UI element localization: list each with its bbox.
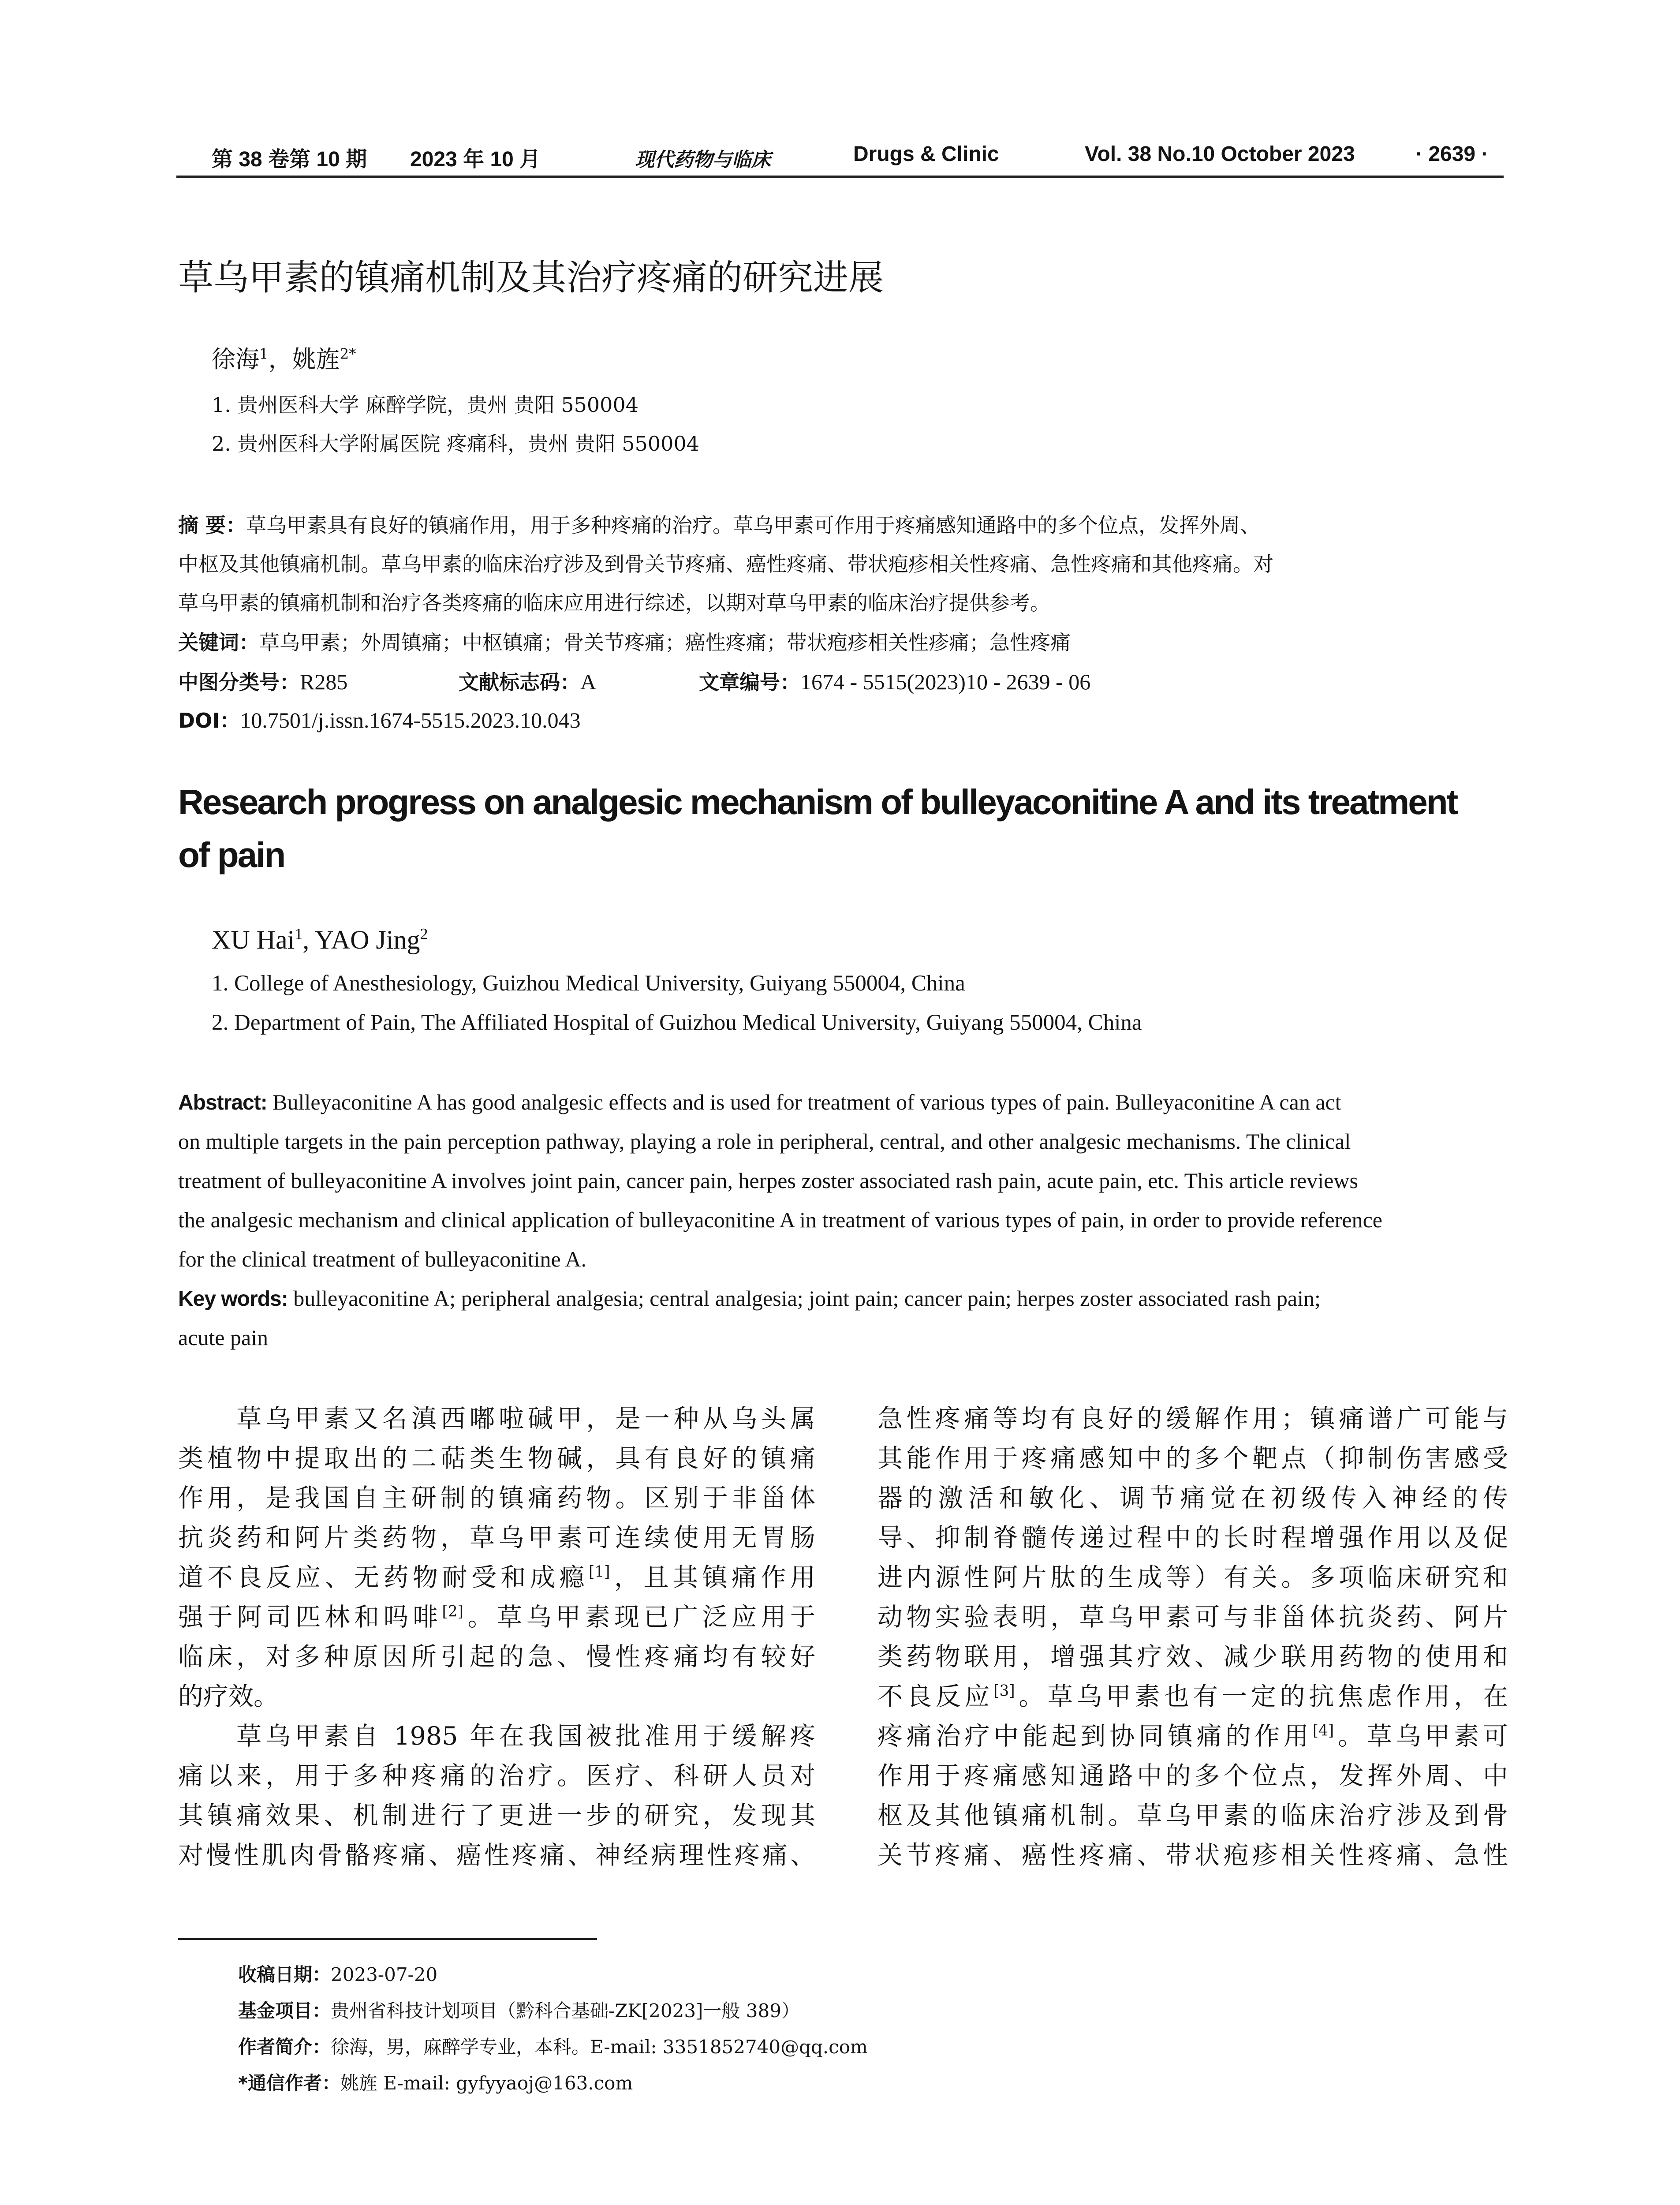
affiliation-cn-2: 2. 贵州医科大学附属医院 疼痛科，贵州 贵阳 550004 xyxy=(212,432,699,456)
classification-line xyxy=(178,666,347,695)
abstract-en-line-3: treatment of bulleyaconitine A involves joint pain, cancer pain, herpes zoster associated rash pain, acute pain, etc. This article reviews xyxy=(178,1168,1358,1193)
body-line xyxy=(877,1835,1508,1875)
body-line xyxy=(877,1558,1508,1597)
body-line xyxy=(178,1597,815,1637)
abstract-en-label: Abstract: xyxy=(178,1091,267,1114)
body-line-text: 导、抑制脊髓传递过程中的长时程增强作用以及促 xyxy=(877,1523,1508,1552)
title-en-line-2: of pain xyxy=(178,835,285,875)
footnote-funding: 基金项目：贵州省科技计划项目（黔科合基础-ZK[2023]一般 389） xyxy=(238,2000,800,2022)
body-column-left xyxy=(178,1399,815,1875)
author-cn-1: 徐海 xyxy=(212,345,259,373)
doc-label: 文献标志码： xyxy=(459,670,580,694)
keywords-en-line-1: Key words: bulleyaconitine A; peripheral analgesia; central analgesia; joint pain; cancer pain; herpes zoster associated rash pain; xyxy=(178,1286,1321,1311)
author-cn-2: 姚旌 xyxy=(292,345,340,373)
authors-cn xyxy=(212,340,356,374)
header-date: 2023 年 10 月 xyxy=(410,148,541,171)
body-line-text: 动物实验表明，草乌甲素可与非甾体抗炎药、阿片 xyxy=(877,1603,1508,1632)
body-line xyxy=(178,1835,815,1875)
abstract-cn-label: 摘 要： xyxy=(178,513,246,537)
body-line xyxy=(178,1716,815,1756)
body-line-text: 。草乌甲素现已广泛应用于 xyxy=(463,1603,815,1632)
body-line-text: 器的激活和敏化、调节痛觉在初级传入神经的传 xyxy=(877,1484,1508,1513)
abstract-en-line-1: Abstract: Bulleyaconitine A has good analgesic effects and is used for treatment of various types of pain. Bulleyaconitine A can act xyxy=(178,1090,1341,1114)
body-line xyxy=(178,1558,815,1597)
body-column-right xyxy=(877,1399,1508,1875)
body-line-text: 疼痛治疗中能起到协同镇痛的作用 xyxy=(877,1722,1313,1751)
author-en-2-sup: 2 xyxy=(420,925,428,943)
keywords-cn xyxy=(178,627,1071,656)
body-line-text: 。草乌甲素可 xyxy=(1334,1722,1508,1751)
body-line-text: 道不良反应、无药物耐受和成瘾 xyxy=(178,1563,589,1592)
footnote-author-bio: 作者简介：徐海，男，麻醉学专业，本科。E-mail: 3351852740@qq.com xyxy=(238,2036,868,2058)
body-line xyxy=(877,1756,1508,1796)
author-en-1-sup: 1 xyxy=(295,925,303,943)
body-line xyxy=(178,1518,815,1558)
title-en-line-1: Research progress on analgesic mechanism of bulleyaconitine A and its treatment xyxy=(178,782,1457,822)
footnote-rule xyxy=(178,1938,597,1940)
keywords-cn-label: 关键词： xyxy=(178,631,259,654)
body-line-text: 草乌甲素又名滇西嘟啦碱甲，是一种从乌头属 xyxy=(178,1404,815,1433)
affiliation-cn-1: 1. 贵州医科大学 麻醉学院，贵州 贵阳 550004 xyxy=(212,393,638,417)
title-cn: 草乌甲素的镇痛机制及其治疗疼痛的研究进展 xyxy=(178,257,884,298)
clc-label: 中图分类号： xyxy=(178,670,300,694)
body-line-text: 其能作用于疼痛感知中的多个靶点（抑制伤害感受 xyxy=(877,1444,1508,1473)
body-line-text: 强于阿司匹林和吗啡 xyxy=(178,1603,442,1632)
article-label: 文章编号： xyxy=(699,670,800,694)
body-line xyxy=(877,1439,1508,1478)
doi-line xyxy=(178,705,581,734)
body-line xyxy=(877,1677,1508,1716)
body-line-text: 类植物中提取出的二萜类生物碱，具有良好的镇痛 xyxy=(178,1444,815,1473)
body-line-text: 急性疼痛等均有良好的缓解作用；镇痛谱广可能与 xyxy=(877,1404,1508,1433)
keywords-cn-text: 草乌甲素；外周镇痛；中枢镇痛；骨关节疼痛；癌性疼痛；带状疱疹相关性疹痛；急性疼痛 xyxy=(259,631,1071,654)
doc-code xyxy=(459,666,596,695)
body-line xyxy=(877,1478,1508,1518)
body-line-text: 痛以来，用于多种疼痛的治疗。医疗、科研人员对 xyxy=(178,1761,815,1790)
body-line xyxy=(178,1399,815,1439)
body-line xyxy=(877,1796,1508,1835)
body-line xyxy=(877,1399,1508,1439)
body-line-text: 枢及其他镇痛机制。草乌甲素的临床治疗涉及到骨 xyxy=(877,1801,1508,1830)
header-journal-cn: 现代药物与临床 xyxy=(635,149,771,171)
citation-ref: [1] xyxy=(589,1563,610,1581)
body-line xyxy=(178,1756,815,1796)
running-header xyxy=(176,140,1504,178)
body-line-text: 关节疼痛、癌性疼痛、带状疱疹相关性疼痛、急性 xyxy=(877,1841,1508,1870)
footnote-corresponding: *通信作者：姚旌 E-mail: gyfyyaoj@163.com xyxy=(238,2072,633,2094)
body-line xyxy=(178,1478,815,1518)
body-line-text: 临床，对多种原因所引起的急、慢性疼痛均有较好 xyxy=(178,1642,815,1671)
doc-value: A xyxy=(580,669,597,694)
citation-ref: [2] xyxy=(442,1603,463,1621)
body-line xyxy=(877,1518,1508,1558)
author-en-sep: , xyxy=(302,925,315,954)
body-line-text: 不良反应 xyxy=(877,1682,994,1711)
author-cn-1-sup: 1 xyxy=(259,345,269,363)
abstract-en-line-4: the analgesic mechanism and clinical application of bulleyaconitine A in treatment of various types of pain, in order to provide reference xyxy=(178,1207,1382,1232)
abstract-cn-line-2: 中枢及其他镇痛机制。草乌甲素的临床治疗涉及到骨关节疼痛、癌性疼痛、带状疱疹相关性疼痛、急性疼痛和其他疼痛。对 xyxy=(178,552,1273,576)
doi-label: DOI： xyxy=(178,709,240,733)
abstract-en-line-2: on multiple targets in the pain perception pathway, playing a role in peripheral, central, and other analgesic mechanisms. The clinical xyxy=(178,1129,1351,1154)
body-line xyxy=(877,1716,1508,1756)
body-line-text: 抗炎药和阿片类药物，草乌甲素可连续使用无胃肠 xyxy=(178,1523,815,1552)
body-line xyxy=(178,1637,815,1677)
keywords-en-label: Key words: xyxy=(178,1287,288,1311)
body-line-text: 作用于疼痛感知通路中的多个位点，发挥外周、中 xyxy=(877,1761,1508,1790)
keywords-en-line-2: acute pain xyxy=(178,1325,269,1350)
body-line-text: 作用，是我国自主研制的镇痛药物。区别于非甾体 xyxy=(178,1484,815,1513)
body-line-text: ，且其镇痛作用 xyxy=(610,1563,815,1592)
abstract-cn-line-1: 摘 要：草乌甲素具有良好的镇痛作用，用于多种疼痛的治疗。草乌甲素可作用于疼痛感知通路中的多个位点，发挥外周、 xyxy=(178,513,1261,537)
header-page-number: · 2639 · xyxy=(1415,142,1489,166)
body-line xyxy=(877,1597,1508,1637)
header-volume-en: Vol. 38 No.10 October 2023 xyxy=(1085,142,1355,166)
header-volume-issue: 第 38 卷第 10 期 xyxy=(212,148,367,171)
clc-value: R285 xyxy=(300,669,348,694)
abstract-en-line-5: for the clinical treatment of bulleyaconitine A. xyxy=(178,1247,587,1271)
body-line-text: 其镇痛效果、机制进行了更进一步的研究，发现其 xyxy=(178,1801,815,1830)
citation-ref: [4] xyxy=(1312,1722,1334,1740)
footnote-received: 收稿日期：2023-07-20 xyxy=(238,1964,438,1985)
body-line-text: 。草乌甲素也有一定的抗焦虑作用，在 xyxy=(1015,1682,1508,1711)
body-line-text: 草乌甲素自 1985 年在我国被批准用于缓解疼 xyxy=(178,1722,815,1751)
affiliation-en-1: 1. College of Anesthesiology, Guizhou Medical University, Guiyang 550004, China xyxy=(212,971,965,996)
article-number xyxy=(699,666,1090,695)
body-line xyxy=(178,1439,815,1478)
article-value: 1674 - 5515(2023)10 - 2639 - 06 xyxy=(800,669,1091,694)
body-line-text: 类药物联用，增强其疗效、减少联用药物的使用和 xyxy=(877,1642,1508,1671)
author-cn-2-sup: 2* xyxy=(340,345,356,363)
body-line xyxy=(178,1677,815,1716)
citation-ref: [3] xyxy=(993,1682,1015,1700)
author-cn-sep: ， xyxy=(268,345,292,373)
body-line-text: 对慢性肌肉骨骼疼痛、癌性疼痛、神经病理性疼痛、 xyxy=(178,1841,815,1870)
body-line xyxy=(178,1796,815,1835)
header-journal-en: Drugs & Clinic xyxy=(853,142,999,166)
abstract-cn-line-3: 草乌甲素的镇痛机制和治疗各类疼痛的临床应用进行综述，以期对草乌甲素的临床治疗提供参考。 xyxy=(178,591,1050,615)
body-line-text: 的疗效。 xyxy=(178,1682,279,1711)
authors-en xyxy=(212,925,428,955)
author-en-1: XU Hai xyxy=(212,925,295,954)
body-line xyxy=(877,1637,1508,1677)
author-en-2: YAO Jing xyxy=(315,925,420,954)
affiliation-en-2: 2. Department of Pain, The Affiliated Hospital of Guizhou Medical University, Guiyang 550004, China xyxy=(212,1010,1142,1035)
body-line-text: 进内源性阿片肽的生成等）有关。多项临床研究和 xyxy=(877,1563,1508,1592)
doi-value: 10.7501/j.issn.1674-5515.2023.10.043 xyxy=(240,708,581,733)
